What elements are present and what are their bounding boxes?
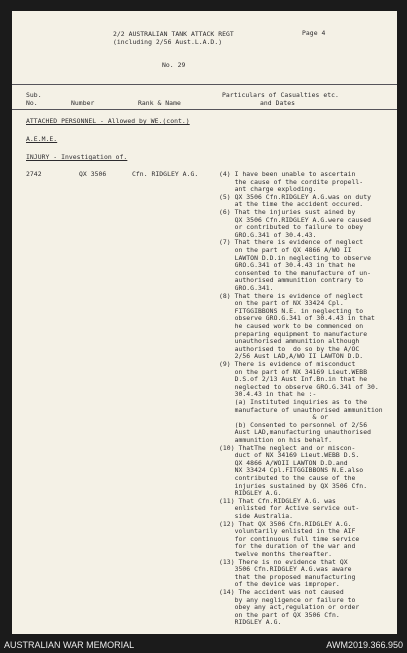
particulars-line: by any negligence or failure to [219, 595, 356, 604]
particulars-line: (12) That QX 3506 Cfn.RIDGLEY A.G. [219, 519, 352, 528]
particulars-line: (a) Instituted inquiries as to the [219, 398, 368, 406]
particulars-line: (13) There is no evidence that QX [219, 557, 348, 566]
particulars-line: LAWTON D.D.in neglecting to observe [219, 253, 372, 262]
entry-number: QX 3506 [79, 170, 107, 178]
page-number: Page 4 [302, 29, 326, 37]
particulars-line: RIDGLEY A.G. [219, 489, 282, 498]
particulars-line: unauthorised ammunition although [219, 337, 360, 346]
particulars-line: the cause of the cordite propell- [219, 177, 364, 186]
particulars-line: side Australia. [219, 512, 294, 520]
particulars-line: he caused work to be commenced on [219, 322, 364, 330]
column-particulars-line2: and Dates [260, 99, 296, 107]
particulars-line: obey any act,regulation or order [219, 603, 360, 612]
particulars-line: 3506 Cfn.RIDGLEY A.G.was aware [219, 565, 352, 574]
particulars-line: QX 3506 Cfn.RIDGLEY A.G.were caused [219, 215, 372, 224]
particulars-line: twelve months thereafter. [219, 550, 333, 558]
particulars-line: (6) That the injuries sust ained by [219, 208, 356, 216]
particulars-line: ant charge exploding. [219, 185, 317, 194]
particulars-line: on the part of QX 4866 A/WO II [219, 246, 352, 254]
particulars-line: (b) Consented to personnel of 2/56 [219, 420, 368, 429]
particulars-line: FITGGIBBONS N.E. in neglecting to [219, 306, 364, 315]
particulars-line: enlisted for Active service out- [219, 504, 360, 513]
footer-catalogue-id: AWM2019.366.950 [326, 640, 403, 650]
particulars-line: GRO.G.341 of 30.4.43. [219, 230, 317, 239]
particulars-line: 2/56 Aust LAD,A/WO II LAWTON D.D. [219, 352, 364, 361]
column-sub-no-line1: Sub. [26, 91, 42, 99]
particulars-line: (5) QX 3506 Cfn.RIDGLEY A.G.was on duty [219, 192, 372, 201]
particulars-line: 30.4.43 in that he :- [219, 390, 317, 399]
section-unit: A.E.M.E. [26, 135, 58, 143]
header-top-rule [12, 84, 397, 85]
particulars-line: for the duration of the war and [219, 542, 356, 551]
particulars-line: RIDGLEY A.G. [219, 618, 282, 627]
particulars-line: authorised ammunition contrary to [219, 276, 364, 285]
particulars-line: (14) The accident was not caused [219, 588, 344, 596]
document-number: No. 29 [162, 61, 186, 69]
particulars-line: manufacture of unauthorised ammunition [219, 405, 383, 414]
entry-sub-no: 2742 [26, 170, 42, 178]
particulars-line: (7) That there is evidence of neglect [219, 238, 364, 247]
particulars-line: GRO.G.341 of 30.4.43 in that he [219, 261, 356, 270]
particulars-line: contributed to the cause of the [219, 474, 356, 482]
column-particulars-line1: Particulars of Casualties etc. [222, 91, 339, 99]
particulars-line: for continuous full time service [219, 534, 360, 543]
particulars-line: NX 33424 Cpl.FITGGIBBONS N.E.also [219, 466, 364, 475]
section-attached-personnel: ATTACHED PERSONNEL - Allowed by WE.(cont.) [26, 117, 190, 125]
column-number: Number [71, 99, 95, 107]
particulars-line: authorised to do so by the A/OC [219, 344, 360, 353]
particulars-line: on the part of QX 3506 Cfn. [219, 610, 340, 619]
particulars-line: voluntarily enlisted in the AIF [219, 527, 356, 536]
document-subtitle: (including 2/56 Aust.L.A.D.) [113, 38, 223, 46]
particulars-line: (9) There is evidence of misconduct [219, 360, 356, 368]
particulars-line: injuries sustained by QX 3506 Cfn. [219, 481, 368, 490]
particulars-line: duct of NX 34169 Lieut.WEBB D.S. [219, 451, 360, 460]
particulars-line: or contributed to failure to obey [219, 223, 364, 232]
document-page [12, 11, 397, 634]
particulars-line: preparing equipment to manufacture [219, 329, 368, 338]
particulars-line: QX 4866 A/WOII LAWTON D.D.and [219, 458, 348, 467]
particulars-line: ammunition on his behalf. [219, 436, 333, 444]
section-injury: INJURY - Investigation of. [26, 153, 128, 161]
archive-footer [0, 636, 407, 653]
particulars-line: (8) That there is evidence of neglect [219, 291, 364, 300]
document-title: 2/2 AUSTRALIAN TANK ATTACK REGT [113, 30, 234, 38]
header-bottom-rule [12, 109, 397, 110]
particulars-line: of the device was improper. [219, 580, 340, 589]
particulars-line: on the part of NX 34169 Lieut.WEBB [219, 367, 368, 376]
column-sub-no-line2: No. [26, 99, 38, 107]
particulars-line: neglected to observe GRO.G.341 of 30. [219, 382, 379, 391]
particulars-line: consented to the manufacture of un- [219, 268, 372, 277]
particulars-line: Aust LAD,manufacturing unauthorised [219, 428, 372, 437]
column-rank-name: Rank & Name [138, 99, 181, 107]
particulars-line: (4) I have been unable to ascertain [219, 170, 356, 178]
particulars-line: at the time the accident occured. [219, 200, 364, 209]
particulars-line: & or [219, 413, 329, 422]
entry-rank-name: Cfn. RIDGLEY A.G. [132, 170, 199, 178]
particulars-line: that the proposed manufacturing [219, 572, 356, 581]
particulars-line: (10) ThatThe neglect and or miscon- [219, 443, 356, 452]
particulars-line: on the part of NX 33424 Cpl. [219, 299, 344, 308]
particulars-line: D.S.of 2/13 Aust Inf.Bn.in that he [219, 375, 368, 384]
particulars-line: observe GRO.G.341 of 30.4.43 in that [219, 314, 375, 323]
footer-source: AUSTRALIAN WAR MEMORIAL [4, 640, 135, 650]
particulars-line: GRO.G.341. [219, 284, 274, 292]
particulars-line: (11) That Cfn.RIDGLEY A.G. was [219, 496, 336, 505]
